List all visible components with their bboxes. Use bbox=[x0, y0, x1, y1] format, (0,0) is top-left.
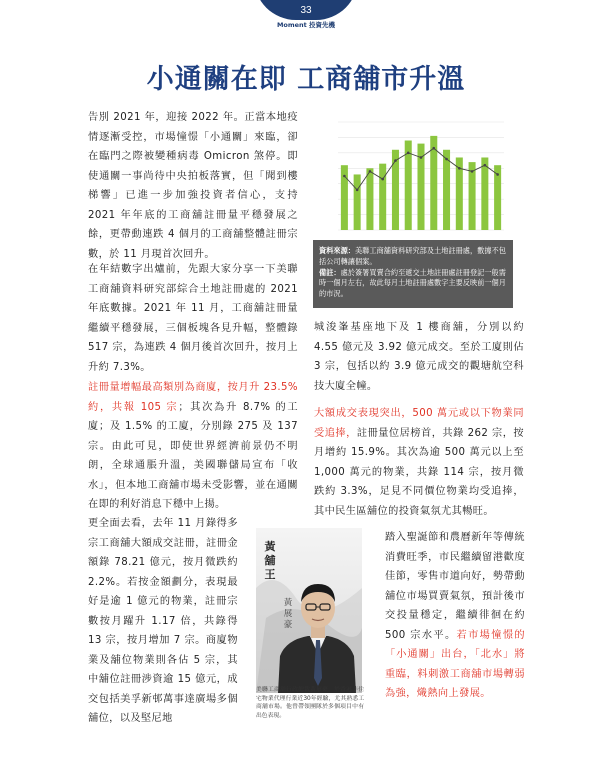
source-text: 美聯工商舖資料研究部及土地註冊處，數據不包括公司轉讓個案。 bbox=[319, 246, 506, 266]
chart-line-point bbox=[445, 158, 448, 161]
page-number: 33 bbox=[300, 5, 312, 16]
author-real-name-char: 展 bbox=[283, 609, 293, 619]
chart-line-point bbox=[420, 156, 423, 159]
author-real-name-char: 豪 bbox=[283, 620, 293, 630]
chart-line-point bbox=[471, 170, 474, 173]
chart-svg bbox=[316, 108, 512, 244]
paragraph-5: 城浚峯基座地下及 1 樓商舖，分別以約 4.55 億元及 3.92 億元成交。至於工廈則佔 3 宗，包括以約 3.9 億元成交的觀塘航空科技大廈全幢。 bbox=[314, 322, 524, 392]
registration-chart bbox=[316, 108, 512, 244]
paragraph-6-highlight: 大額成交表現突出，500 萬元或以下物業同受追捧， bbox=[314, 408, 524, 439]
author-name bbox=[263, 540, 277, 582]
chart-bar bbox=[379, 164, 386, 230]
paragraph-3 bbox=[88, 378, 298, 515]
author-name-char: 黃 bbox=[264, 540, 276, 553]
paragraph-6-body: 註冊量位居榜首，共錄 262 宗，按月增約 15.9%。其次為逾 500 萬元以上至 1,000 萬元的物業，共錄 114 宗，按月微跌約 3.3%，足見不同價位物業均受追捧，其中民生區舖位的投資氣氛尤其暢旺。 bbox=[314, 427, 524, 517]
paragraph-4: 更全面去看，去年 11 月錄得多宗工商舖大額成交註冊，註冊金額錄 78.21 億元，按月微跌約 2.2%。若按金額劃分，表現最好是逾 1 億元的物業，註冊宗數按月躍升 1.17 倍，共錄得 13 宗，按月增加 7 宗。商廈物業及舖位物業則各佔 5 宗，其中舖位註冊涉資逾 15 億元，成交包括美孚新邨萬事達廣場多個舖位，以及堅尼地 bbox=[88, 518, 238, 724]
chart-line-point bbox=[381, 178, 384, 181]
chart-bar bbox=[443, 150, 450, 230]
chart-line-point bbox=[369, 170, 372, 173]
paragraph-2: 在年結數字出爐前，先跟大家分享一下美聯工商舖資料研究部綜合土地註冊處的 2021 年底數據。2021 年 11 月，工商舖註冊量繼續平穩發展，三個板塊各見升幅，整體錄 517 宗，為連跌 4 個月後首次回升，按月上升約 7.3%。 bbox=[88, 264, 298, 373]
column-name: Moment 投資先機 bbox=[276, 21, 336, 29]
author-caption: 美聯工商舖行政總裁黃展豪，於香港非住宅物業代理行業近30年經驗，尤其熟悉工商舖市場。他曾帶領團隊於多個項目中有出色表現。 bbox=[256, 687, 364, 719]
chart-line-point bbox=[407, 152, 410, 155]
chart-line-point bbox=[458, 167, 461, 170]
paragraph-7-body: 踏入聖誕節和農曆新年等傳統消費旺季，市民繼續留港歡度佳節，零售市道向好，勢帶動舖位市場買賣氣氛，預計後市交投量穩定，繼續徘徊在約 500 宗水平。 bbox=[385, 532, 525, 641]
chart-line-point bbox=[496, 173, 499, 176]
paragraph-3-highlight: 註冊量增幅最高類別為商廈，按月升 23.5% 約，共報 105 宗 bbox=[88, 382, 298, 413]
paragraph-3-body: ；其次為升 8.7% 的工廈；及 1.5% 的工廈，分別錄 275 及 137 宗。由此可見，即使世界經濟前景仍不明朗，全球通脹升溫，美國聯儲局宣布「收水」，但本地工商舖市場未受影響，並在通關在即的利好消息下穩中上揚。 bbox=[88, 401, 299, 510]
paragraph-7-highlight: 若市場憧憬的「小通關」出台，「北水」將重臨，料刺激工商舖市場轉弱為強，熾熱向上發展。 bbox=[385, 629, 525, 699]
paragraph-6 bbox=[314, 404, 524, 521]
chart-bar bbox=[354, 174, 361, 230]
article-title: 小通關在即 工商舖市升溫 bbox=[146, 64, 466, 95]
author-real-name bbox=[282, 598, 294, 631]
chart-line-point bbox=[432, 147, 435, 150]
paragraph-1: 告別 2021 年，迎接 2022 年。正當本地疫情逐漸受控，市場憧憬「小通關」來臨，卻在臨門之際被變種病毒 Omicron 煞停。即使通關一事尚待中央拍板落實，但「聞到樓梯響」已進一步加強投資者信心，支持 2021 年年底的工商舖註冊量平穩發展之餘，更帶動連跌 4 個月的工商舖整體註冊宗數，於 11 月現首次回升。 bbox=[88, 112, 298, 260]
author-name-char: 舖 bbox=[264, 554, 276, 567]
note-label: 備註： bbox=[319, 267, 341, 277]
chart-line-point bbox=[343, 175, 346, 178]
note-text: 處於簽署買賣合約至遞交土地註冊處註冊登記一般需時一個月左右，故此每月土地註冊處數字主要反映前一個月的市況。 bbox=[319, 267, 506, 299]
chart-line-point bbox=[356, 189, 359, 192]
paragraph-7 bbox=[385, 528, 525, 704]
chart-bar bbox=[481, 157, 488, 230]
source-note-box bbox=[313, 240, 513, 308]
chart-line-point bbox=[484, 164, 487, 167]
author-name-char: 王 bbox=[264, 568, 276, 581]
source-label: 資料來源： bbox=[319, 246, 355, 255]
chart-bar bbox=[366, 168, 373, 230]
chart-line-point bbox=[394, 159, 397, 162]
author-real-name-char: 黃 bbox=[283, 598, 293, 608]
